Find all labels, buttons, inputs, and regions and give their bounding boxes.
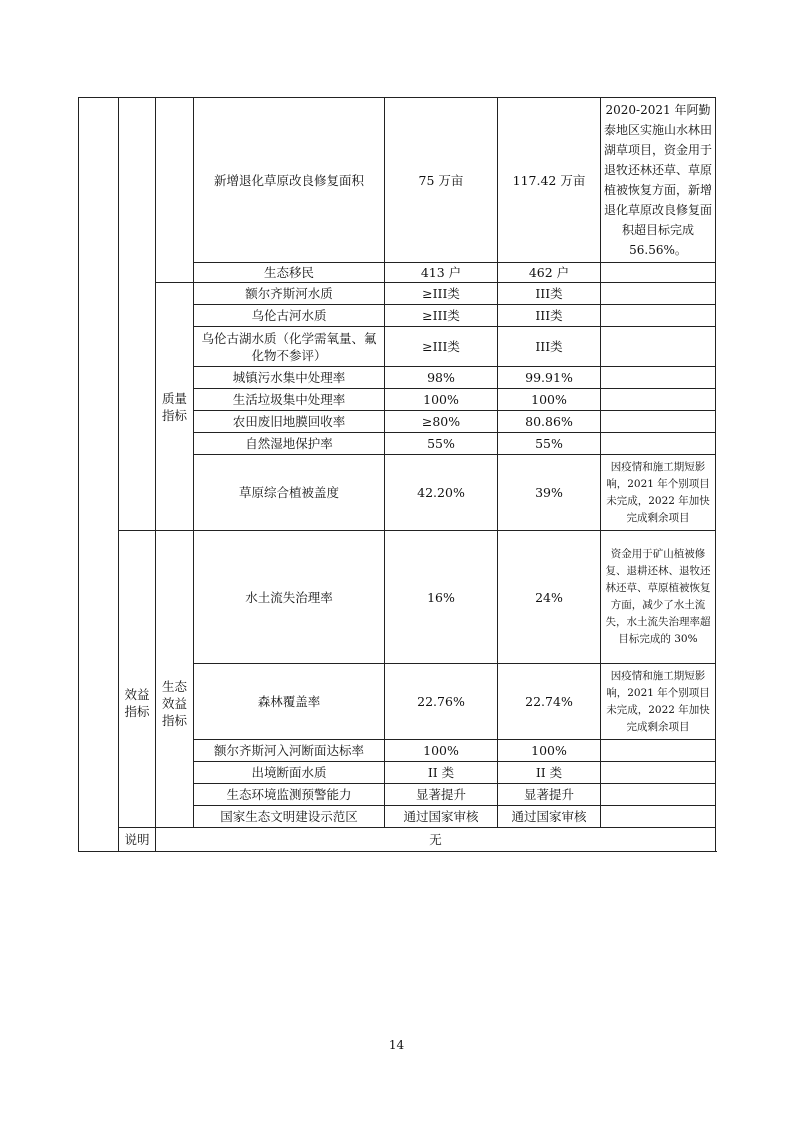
target-cell: 16%: [385, 531, 498, 664]
note-cell: [601, 806, 716, 828]
actual-cell: 80.86%: [498, 411, 601, 433]
table-row: [79, 98, 716, 263]
note-cell: [601, 740, 716, 762]
actual-cell: 462 户: [498, 263, 601, 283]
indicator-cell: 草原综合植被盖度: [194, 455, 385, 531]
note-cell: [601, 305, 716, 327]
indicator-cell: 新增退化草原改良修复面积: [194, 98, 385, 263]
footer-label: 说明: [119, 828, 156, 852]
note-cell: [601, 389, 716, 411]
second-level-column-cell: [119, 98, 156, 531]
note-cell: [601, 784, 716, 806]
note-cell: [601, 762, 716, 784]
note-cell: 资金用于矿山植被修复、退耕还林、退牧还林还草、草原植被恢复方面，减少了水土流失，水土流失治理率超目标完成的 30%: [601, 531, 716, 664]
target-cell: 100%: [385, 740, 498, 762]
actual-cell: 22.74%: [498, 664, 601, 740]
first-level-column-cell: [79, 98, 119, 852]
indicator-cell: 额尔齐斯河入河断面达标率: [194, 740, 385, 762]
actual-cell: 117.42 万亩: [498, 98, 601, 263]
note-cell: [601, 327, 716, 367]
indicator-cell: 乌伦古湖水质（化学需氧量、氟化物不参评）: [194, 327, 385, 367]
target-cell: II 类: [385, 762, 498, 784]
performance-indicator-table: [78, 97, 716, 852]
target-cell: 显著提升: [385, 784, 498, 806]
indicator-cell: 农田废旧地膜回收率: [194, 411, 385, 433]
table-row: [79, 531, 716, 664]
table-row: [79, 283, 716, 305]
indicator-cell: 乌伦古河水质: [194, 305, 385, 327]
quality-indicator-group-label: 质量指标: [156, 283, 194, 531]
actual-cell: 100%: [498, 740, 601, 762]
actual-cell: 显著提升: [498, 784, 601, 806]
note-cell: 因疫情和施工期短影响，2021 年个别项目未完成，2022 年加快完成剩余项目: [601, 664, 716, 740]
page-number: 14: [388, 1038, 405, 1052]
target-cell: ≥III类: [385, 327, 498, 367]
indicator-cell: 生态移民: [194, 263, 385, 283]
eco-benefit-indicator-group-label: 生态效益指标: [156, 531, 194, 828]
actual-cell: 39%: [498, 455, 601, 531]
note-cell: [601, 283, 716, 305]
target-cell: 42.20%: [385, 455, 498, 531]
indicator-cell: 额尔齐斯河水质: [194, 283, 385, 305]
note-cell: 因疫情和施工期短影响，2021 年个别项目未完成，2022 年加快完成剩余项目: [601, 455, 716, 531]
indicator-cell: 出境断面水质: [194, 762, 385, 784]
indicator-cell: 森林覆盖率: [194, 664, 385, 740]
note-cell: [601, 411, 716, 433]
actual-cell: 通过国家审核: [498, 806, 601, 828]
footer-value: 无: [156, 828, 716, 852]
note-cell: [601, 263, 716, 283]
target-cell: 22.76%: [385, 664, 498, 740]
actual-cell: III类: [498, 327, 601, 367]
actual-cell: 99.91%: [498, 367, 601, 389]
benefit-indicator-group-label: 效益指标: [119, 531, 156, 828]
target-cell: 413 户: [385, 263, 498, 283]
actual-cell: II 类: [498, 762, 601, 784]
indicator-cell: 国家生态文明建设示范区: [194, 806, 385, 828]
actual-cell: 24%: [498, 531, 601, 664]
target-cell: 98%: [385, 367, 498, 389]
indicator-cell: 自然湿地保护率: [194, 433, 385, 455]
actual-cell: 100%: [498, 389, 601, 411]
indicator-cell: 生活垃圾集中处理率: [194, 389, 385, 411]
actual-cell: III类: [498, 305, 601, 327]
target-cell: 通过国家审核: [385, 806, 498, 828]
actual-cell: III类: [498, 283, 601, 305]
target-cell: ≥III类: [385, 283, 498, 305]
note-cell: [601, 367, 716, 389]
target-cell: ≥80%: [385, 411, 498, 433]
target-cell: 55%: [385, 433, 498, 455]
indicator-cell: 生态环境监测预警能力: [194, 784, 385, 806]
note-cell: 2020-2021 年阿勤泰地区实施山水林田湖草项目，资金用于退牧还林还草、草原植被恢复方面，新增退化草原改良修复面积超目标完成 56.56%。: [601, 98, 716, 263]
target-cell: ≥III类: [385, 305, 498, 327]
table-footer-row: [79, 828, 716, 852]
actual-cell: 55%: [498, 433, 601, 455]
indicator-cell: 水土流失治理率: [194, 531, 385, 664]
third-level-column-cell: [156, 98, 194, 283]
indicator-cell: 城镇污水集中处理率: [194, 367, 385, 389]
target-cell: 75 万亩: [385, 98, 498, 263]
note-cell: [601, 433, 716, 455]
target-cell: 100%: [385, 389, 498, 411]
